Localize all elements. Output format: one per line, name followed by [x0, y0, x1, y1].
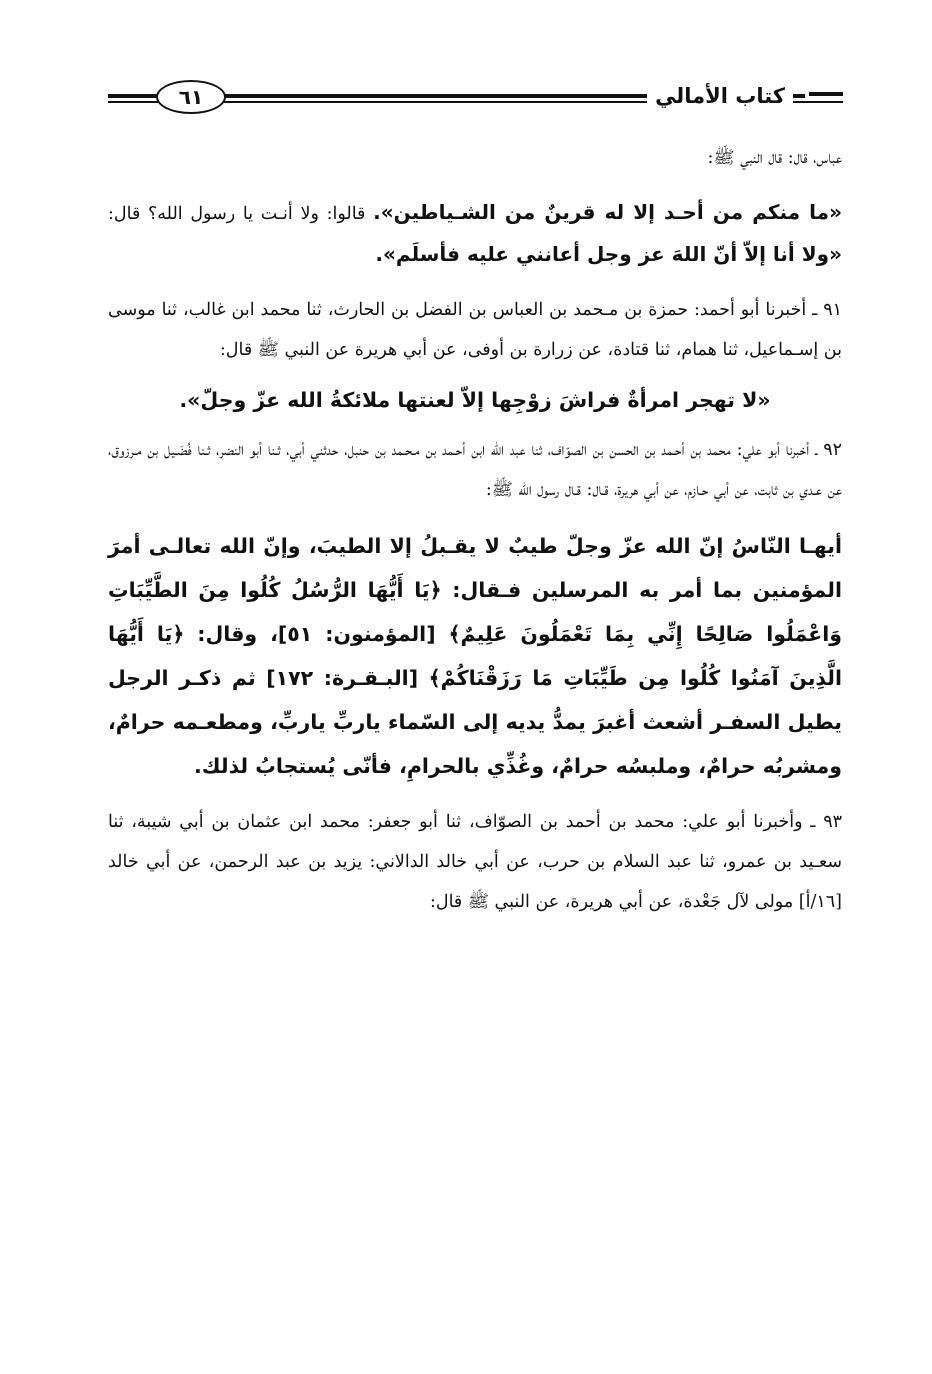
- paragraph-isnad-92: ٩٢ ـ أخبرنا أبو علي: محمد بن أحـمد بن الحسن بن الصوّاف، ثنا عبد الله ابن أحـمد بن مـحـمد بن حنبل، حدثني أبي، ثـنا أبو النضر، ثـنا فُضَـيل بن مـرزوق، عن عـدي بن ثابت، عن أبي حـازم، عن أبي هريرة، قـال: قـال رسول الله ﷺ:: [108, 440, 842, 500]
- hadith-qarin-text: «ما منكم من أحـد إلا له قرينٌ من الشـياطين».: [373, 200, 842, 224]
- page-header: [108, 78, 843, 118]
- paragraph-isnad-93: ٩٣ ـ وأخبرنا أبو علي: محمد بن أحمد بن الصوّاف، ثنا أبو جعفر: محمد ابن عثمان بن أبي شيبة، ثنا سعـيد بن عمرو، ثنا عبد السلام بن حرب، عن أبي خالد الدالاني: يزيد بن عبد الرحمن، عن أبي خالد [١٦/أ] مولى لآل جَعْدة، عن أبي هريرة، عن النبي ﷺ قال:: [108, 812, 843, 912]
- paragraph-intro: عباس، قال: قال النبي ﷺ:: [707, 148, 842, 168]
- hadith-92-text: أيهـا النّاسُ إنّ الله عزّ وجلّ طيبٌ لا يقـبلُ إلا الطيبَ، وإنّ الله تعالـى أمرَ المؤمنين بما أمر به المرسلين فـقال: ﴿يَا أَيُّهَا الرُّسُلُ كُلُوا مِنَ الطَّيِّبَاتِ وَاعْمَلُوا صَالِحًا إِنِّي بِمَا تَعْمَلُونَ عَلِيمٌ﴾ [المؤمنون: ٥١]، وقال: ﴿يَا أَيُّهَا الَّذِينَ آمَنُوا كُلُوا مِن طَيِّبَاتِ مَا رَزَقْنَاكُمْ﴾ [البـقـرة: ١٧٢] ثم ذكـر الرجل يطيل السفـر أشعث أغبرَ يمدُّ يديه إلى السّماء ياربِّ ياربِّ، ومطعـمه حرامٌ، ومشربُه حرامٌ، وملبسُه حرامٌ، وغُذِّي بالحرامِ، فأنّى يُستجابُ لذلك.: [108, 534, 842, 778]
- paragraph-hadith-qarin: [108, 192, 842, 276]
- hadith-qarin-reply: «ولا أنا إلاّ أنّ اللهَ عز وجل أعانني عليه فأسلَم».: [375, 242, 842, 266]
- paragraph-isnad-91: ٩١ ـ أخبرنا أبو أحمد: حمزة بن مـحمد بن العباس بن الفضل بن الحارث، ثنا محمد ابن غالب، ثنا موسى بن إسـماعيل، ثنا همام، ثنا قتادة، عن زرارة بن أوفى، عن أبي هريرة عن النبي ﷺ قال:: [108, 300, 842, 360]
- header-rule-end: [805, 88, 843, 98]
- hadith-qarin-narration: قالوا: ولا أنـت يا رسول الله؟ قال:: [108, 204, 366, 224]
- page-number: ٦١: [156, 80, 226, 114]
- page-body: [108, 138, 842, 922]
- book-title: كتاب الأمالي: [647, 78, 793, 114]
- hadith-91-text: «لا تهجر امرأةٌ فراشَ زوْجِها إلاّ لعنتها ملائكةُ الله عزّ وجلّ».: [179, 388, 771, 412]
